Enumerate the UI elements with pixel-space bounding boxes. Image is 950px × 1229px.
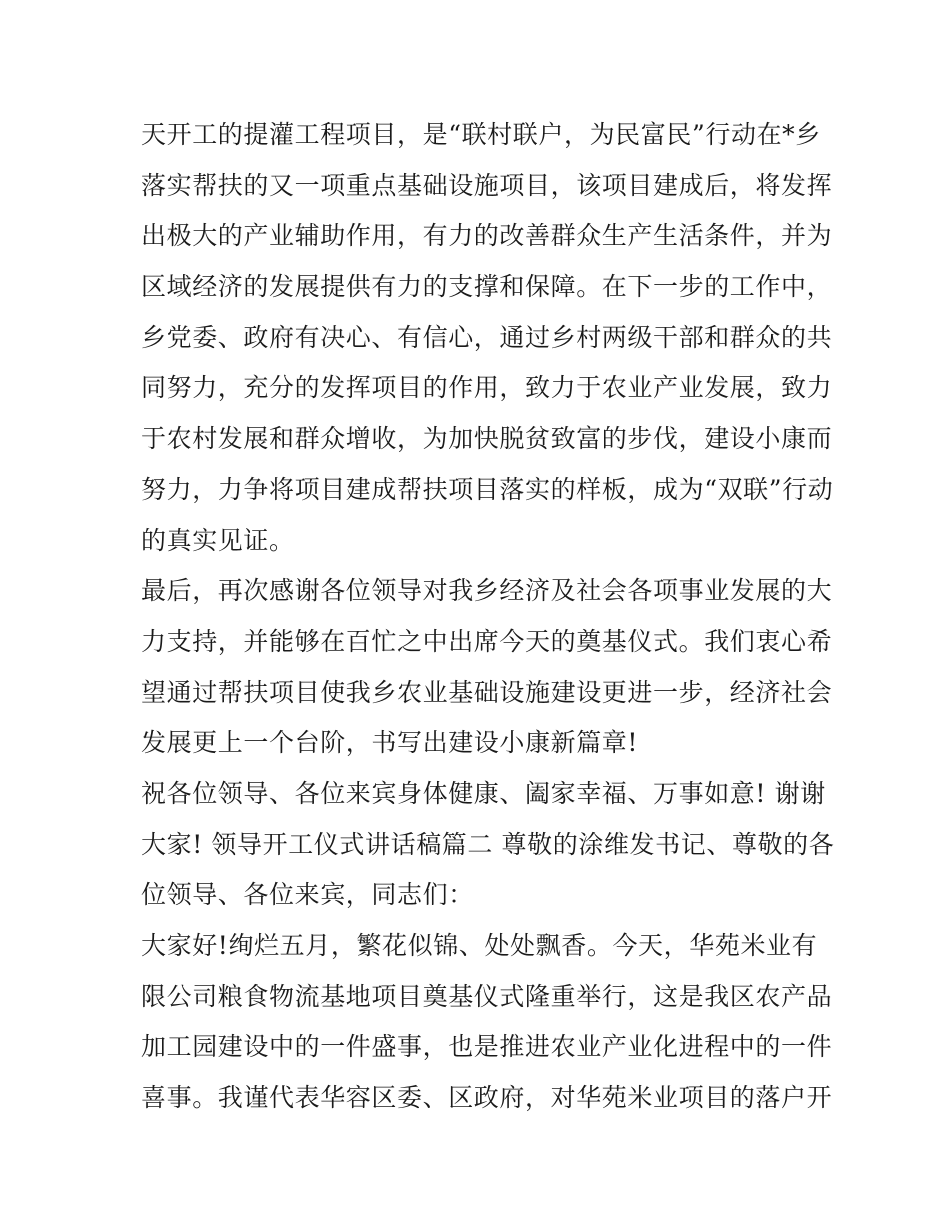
text-line: 发展更上一个台阶，书写出建设小康新篇章! <box>141 728 639 758</box>
text-line: 加工园建设中的一件盛事，也是推进农业产业化进程中的一件 <box>141 1032 833 1062</box>
text-line: 同努力，充分的发挥项目的作用，致力于农业产业发展，致力 <box>141 373 833 403</box>
text-line: 限公司粮食物流基地项目奠基仪式隆重举行，这是我区农产品 <box>141 981 833 1011</box>
text-line: 天开工的提灌工程项目，是“联村联户，为民富民”行动在*乡 <box>141 120 821 149</box>
text-line: 喜事。我谨代表华容区委、区政府，对华苑米业项目的落户开 <box>141 1083 833 1113</box>
text-line: 出极大的产业辅助作用，有力的改善群众生产生活条件，并为 <box>141 221 833 251</box>
text-line: 位领导、各位来宾，同志们： <box>141 880 474 910</box>
text-line: 最后，再次感谢各位领导对我乡经济及社会各项事业发展的大 <box>141 576 833 606</box>
text-line: 力支持，并能够在百忙之中出席今天的奠基仪式。我们衷心希 <box>141 626 833 656</box>
text-line: 于农村发展和群众增收，为加快脱贫致富的步伐，建设小康而 <box>141 424 833 454</box>
text-line: 大家! 领导开工仪式讲话稿篇二 尊敬的涂维发书记、尊敬的各 <box>141 829 835 859</box>
text-line: 区域经济的发展提供有力的支撑和保障。在下一步的工作中， <box>141 272 833 302</box>
text-line: 落实帮扶的又一项重点基础设施项目，该项目建成后，将发挥 <box>141 170 833 200</box>
body-text <box>141 110 835 1124</box>
text-line: 祝各位领导、各位来宾身体健康、阖家幸福、万事如意! 谢谢 <box>141 778 826 808</box>
text-line: 努力，力争将项目建成帮扶项目落实的样板，成为“双联”行动 <box>141 474 834 504</box>
text-line: 大家好!绚烂五月，繁花似锦、处处飘香。今天，华苑米业有 <box>141 931 818 960</box>
text-line: 乡党委、政府有决心、有信心，通过乡村两级干部和群众的共 <box>141 322 833 352</box>
text-line: 望通过帮扶项目使我乡农业基础设施建设更进一步，经济社会 <box>141 677 833 707</box>
text-line: 的真实见证。 <box>141 525 295 555</box>
